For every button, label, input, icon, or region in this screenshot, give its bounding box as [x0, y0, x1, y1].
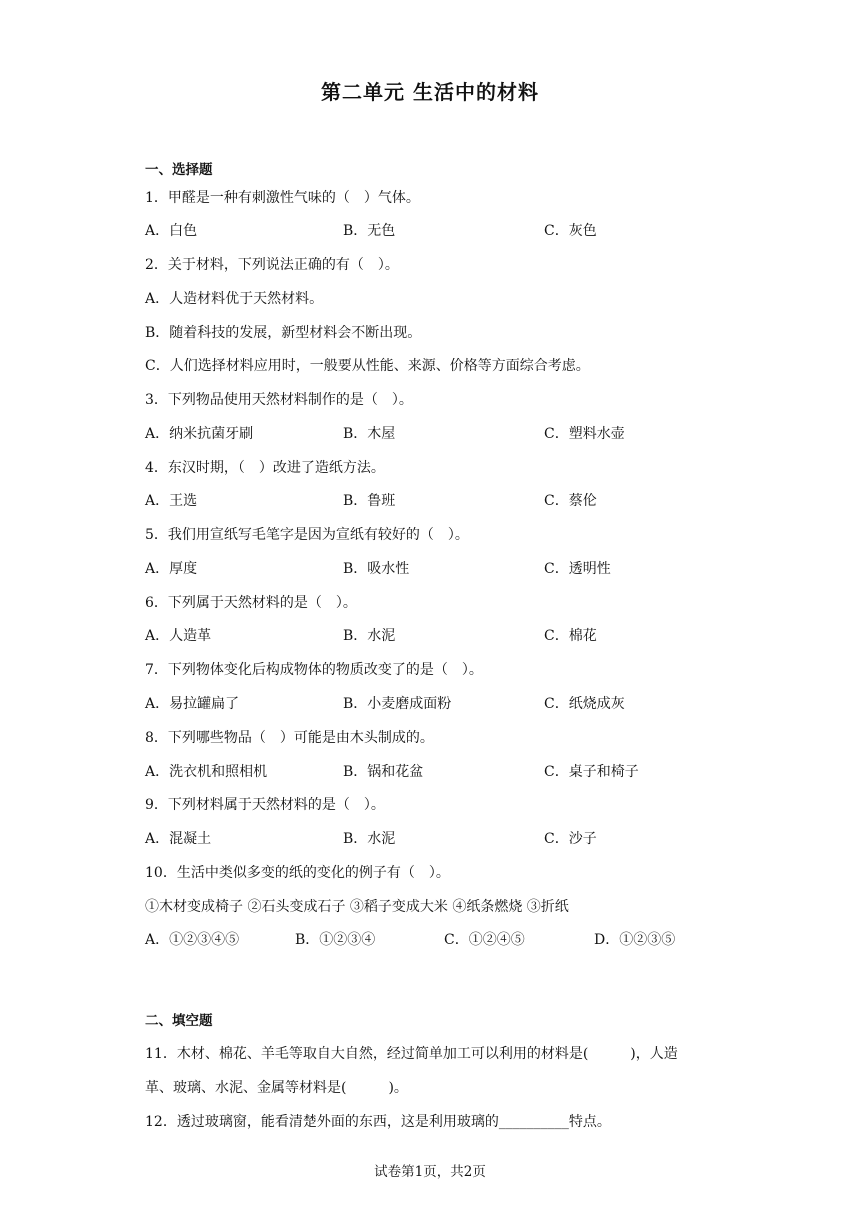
question-stem: 9．下列材料属于天然材料的是（ ）。	[145, 797, 385, 813]
option-c: C．①②④⑤	[444, 932, 525, 948]
option-a: A．混凝土	[145, 831, 212, 847]
option-b: B．鲁班	[343, 493, 396, 509]
option-a: A．①②③④⑤	[145, 932, 240, 948]
option-b: B．随着科技的发展，新型材料会不断出现。	[145, 325, 422, 341]
option-a: A．易拉罐扁了	[145, 696, 240, 712]
option-a: A．人造革	[145, 628, 212, 644]
option-a: A．纳米抗菌牙刷	[145, 426, 254, 442]
section-heading-choice: 一、选择题	[145, 162, 213, 178]
question-stem: 5．我们用宣纸写毛笔字是因为宣纸有较好的（ ）。	[145, 527, 469, 543]
option-b: B．小麦磨成面粉	[343, 696, 452, 712]
option-c: C．沙子	[544, 831, 597, 847]
question-stem: 10．生活中类似多变的纸的变化的例子有（ ）。	[145, 865, 450, 881]
option-c: C．纸烧成灰	[544, 696, 625, 712]
page-footer: 试卷第1页，共2页	[374, 1164, 486, 1180]
question-stem: 7．下列物体变化后构成物体的物质改变了的是（ ）。	[145, 662, 483, 678]
page-title: 第二单元 生活中的材料	[321, 80, 539, 104]
option-b: B．水泥	[343, 831, 396, 847]
section-heading-fill: 二、填空题	[145, 1013, 213, 1029]
option-b: B．锅和花盆	[343, 764, 424, 780]
option-c: C．蔡伦	[544, 493, 597, 509]
option-b: B．木屋	[343, 426, 396, 442]
question-stem: 3．下列物品使用天然材料制作的是（ ）。	[145, 392, 413, 408]
option-a: A．人造材料优于天然材料。	[145, 291, 324, 307]
fill-question-line: 12．透过玻璃窗，能看清楚外面的东西，这是利用玻璃的__________特点。	[145, 1114, 611, 1130]
option-a: A．厚度	[145, 561, 198, 577]
option-c: C．塑料水壶	[544, 426, 625, 442]
option-b: B．吸水性	[343, 561, 410, 577]
question-stem: 2．关于材料，下列说法正确的有（ ）。	[145, 257, 399, 273]
option-c: C．桌子和椅子	[544, 764, 639, 780]
option-c: C．人们选择材料应用时，一般要从性能、来源、价格等方面综合考虑。	[145, 358, 590, 374]
fill-question-line: 11．木材、棉花、羊毛等取自大自然，经过简单加工可以利用的材料是( )，人造	[145, 1046, 678, 1062]
question-stem: 8．下列哪些物品（ ）可能是由木头制成的。	[145, 730, 434, 746]
option-c: C．棉花	[544, 628, 597, 644]
option-d: D．①②③⑤	[594, 932, 676, 948]
option-b: B．水泥	[343, 628, 396, 644]
question-stem: 4．东汉时期，（ ）改进了造纸方法。	[145, 460, 385, 476]
option-a: A．王选	[145, 493, 198, 509]
question-stem: 6．下列属于天然材料的是（ ）。	[145, 595, 357, 611]
option-c: C．透明性	[544, 561, 611, 577]
option-b: B．①②③④	[295, 932, 376, 948]
option-c: C．灰色	[544, 223, 597, 239]
option-a: A．洗衣机和照相机	[145, 764, 268, 780]
option-b: B．无色	[343, 223, 396, 239]
fill-question-line: 革、玻璃、水泥、金属等材料是( )。	[145, 1080, 408, 1096]
question-stem: 1．甲醛是一种有刺激性气味的（ ）气体。	[145, 190, 420, 206]
option-a: A．白色	[145, 223, 198, 239]
question-choices-list: ①木材变成椅子 ②石头变成石子 ③稻子变成大米 ④纸条燃烧 ③折纸	[145, 899, 569, 915]
